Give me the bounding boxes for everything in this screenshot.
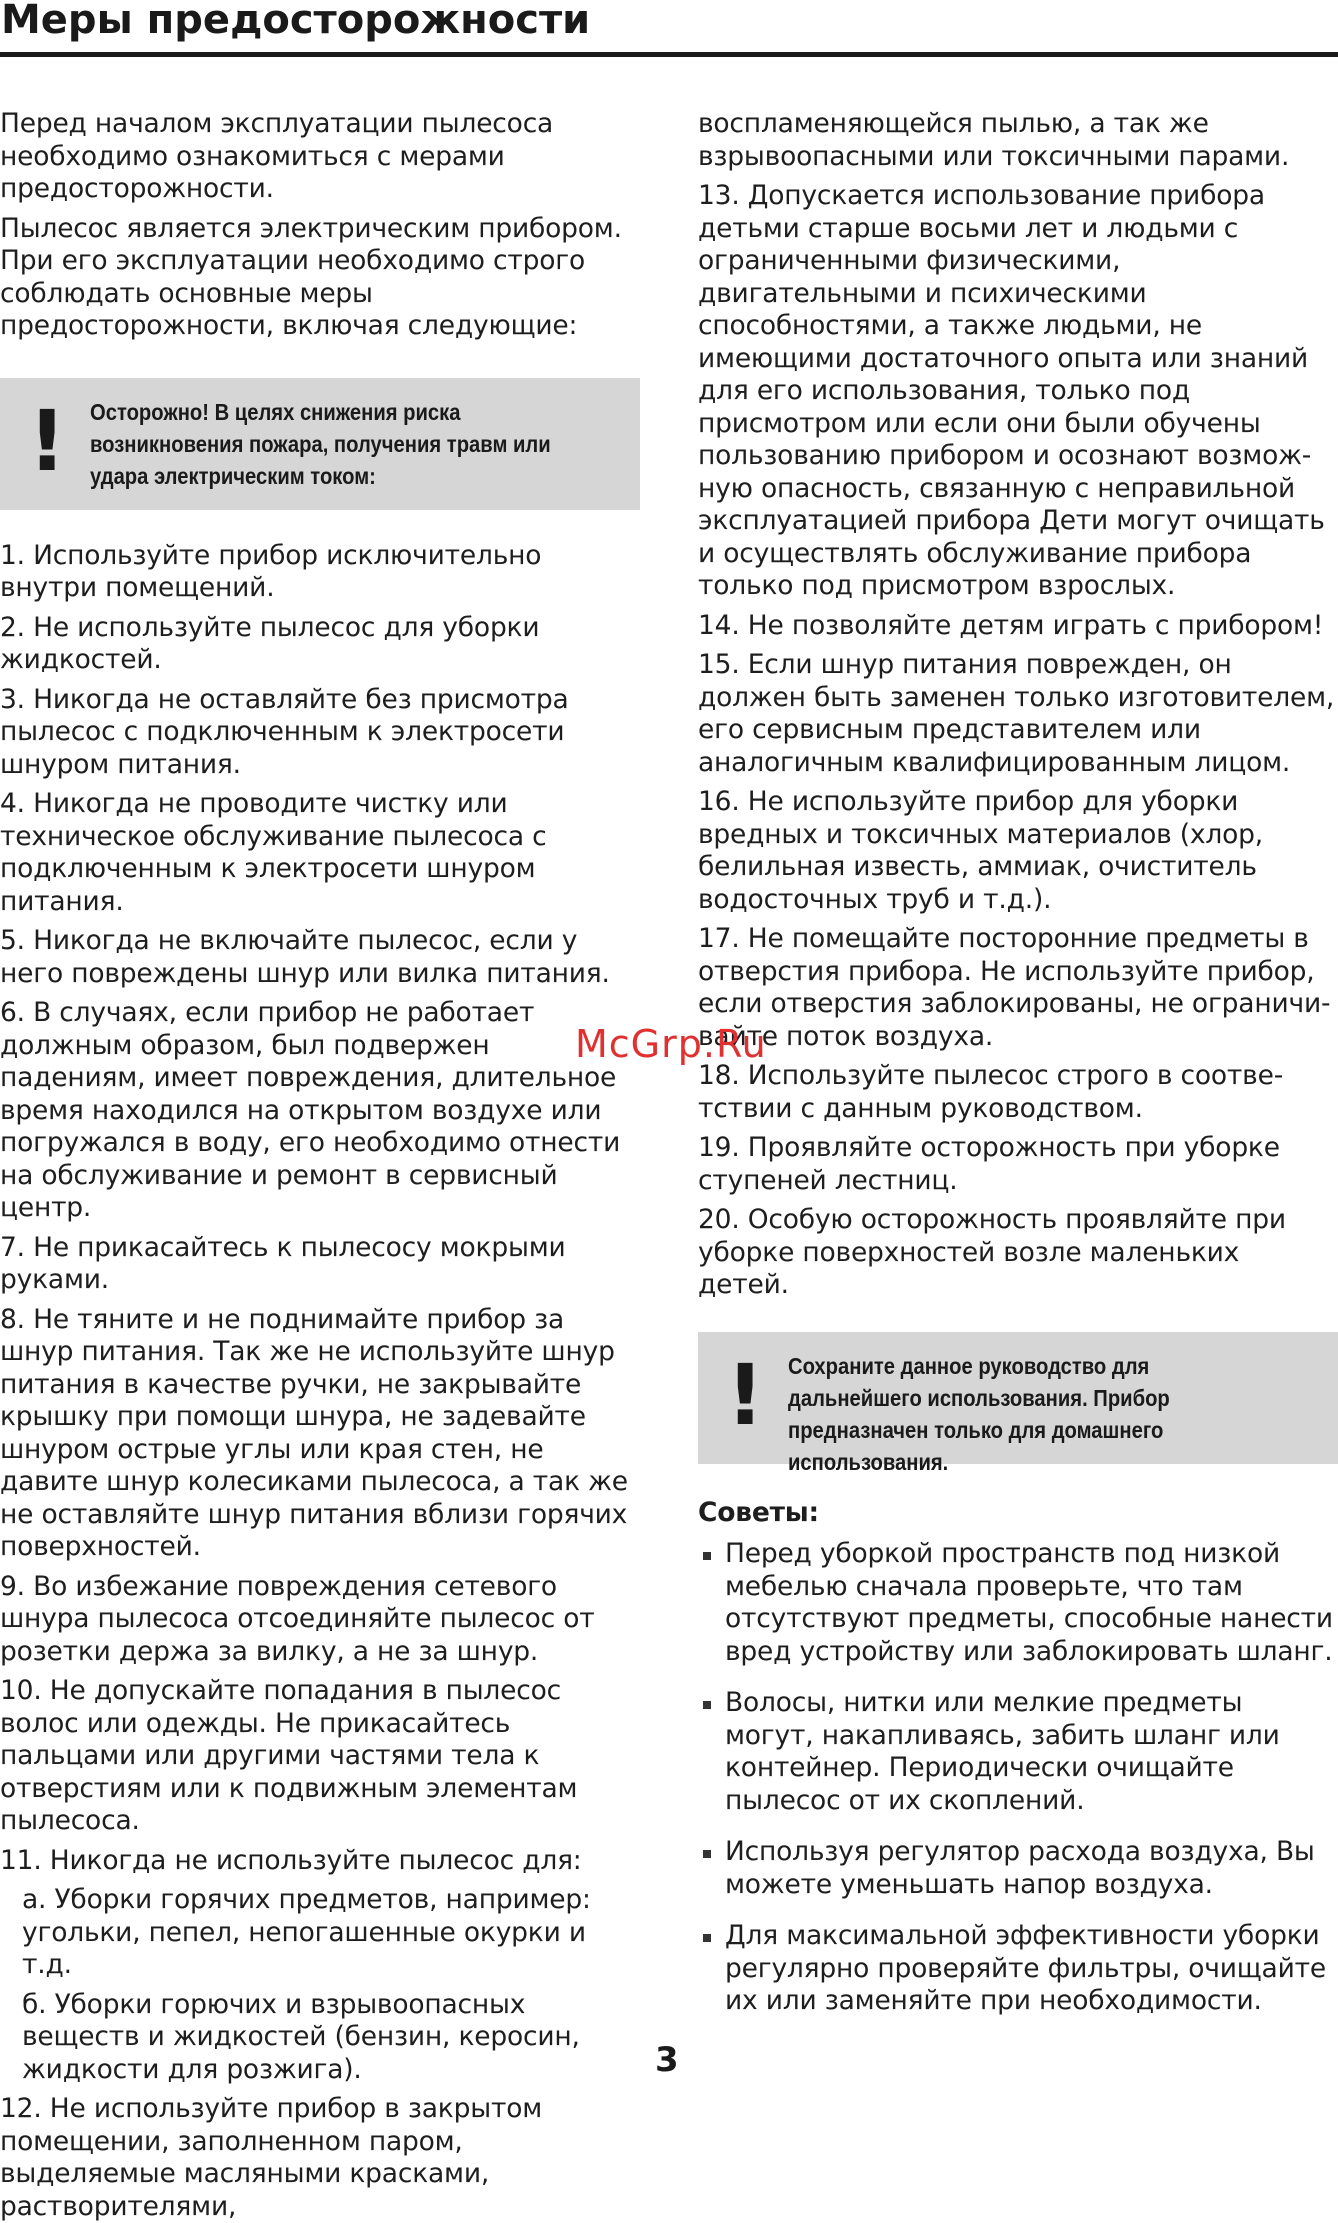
notice-box: [698, 1332, 1338, 1475]
precaution-item-13: 13. Допускается использование прибора детьми старше восьми лет и людьми с ограниченными физическими, двигательными и психическими способностями, а также людьми, не имеющими достаточного опыта или знаний для его использования, только под присмотром или если они были обучены пользованию прибором и осознают возможную опасность, связанную с неправильной эксплуатацией прибора Дети могут очищать и осуществлять обслуживание прибора только под присмотром взрослых.: [698, 180, 1325, 601]
precaution-item-5: 5. Никогда не включайте пылесос, если у него повреждены шнур или вилка питания.: [0, 925, 610, 989]
precaution-item-17: 17. Не помещайте посторонние предметы в отверстия прибора. Не используйте прибор, если отверстия заблокированы, не ограничивайте поток воздуха.: [698, 923, 1331, 1052]
precaution-item-18: 18. Используйте пылесос строго в соответствии с данным руководством.: [698, 1060, 1284, 1124]
caution-text: Осторожно! В целях снижения риска возникновения пожара, получения травм или удара электрическим током:: [90, 398, 551, 489]
precaution-item-16: 16. Не используйте прибор для уборки вредных и токсичных материалов (хлор, белильная известь, аммиак, очиститель водосточных труб и т.д.).: [698, 786, 1263, 915]
precaution-item-4: 4. Никогда не проводите чистку или техническое обслуживание пылесоса с подключенным к электросети шнуром питания.: [0, 788, 547, 917]
precaution-item-9: 9. Во избежание повреждения сетевого шнура пылесоса отсоединяйте пылесос от розетки держа за вилку, а не за шнур.: [0, 1570, 595, 1667]
bullet-icon: [703, 1552, 711, 1560]
precaution-item-8: 8. Не тяните и не поднимайте прибор за шнур питания. Так же не используйте шнур питания в качестве ручки, не закрывайте крышку при помощи шнура, не задевайте шнуром острые углы или края стен, не давите шнур колесиками пылесоса, а так же не оставляйте шнур питания вблизи горячих поверхностей.: [0, 1303, 628, 1562]
precaution-subitem-b: б. Уборки горючих и взрывоопасных веществ и жидкостей (бензин, керосин, жидкости для розжига).: [22, 1988, 580, 2085]
tip-item: Перед уборкой пространств под низкой мебелью сначала проверьте, что там отсутствуют предметы, способные нанести вред устройству или заблокировать шланг.: [698, 1538, 1338, 1668]
precaution-item-1: 1. Используйте прибор исключительно внутри помещений.: [0, 539, 542, 603]
precaution-item-20: 20. Особую осторожность проявляйте при уборке поверхностей возле маленьких детей.: [698, 1204, 1286, 1300]
header-rule: [0, 52, 1338, 57]
intro-paragraph-2: Пылесос является электрическим прибором. При его эксплуатации необходимо строго соблюдать основные меры предосторожности, включая следующие:: [0, 212, 622, 341]
precaution-item-2: 2. Не используйте пылесос для уборки жидкостей.: [0, 611, 540, 675]
precaution-item-12-continuation: воспламеняющейся пылью, а так же взрывоопасными или токсичными парами.: [698, 108, 1290, 172]
bullet-icon: [703, 1850, 711, 1858]
precaution-item-6: 6. В случаях, если прибор не работает должным образом, был подвержен падениям, имеет повреждения, длительное время находился на открытом воздухе или погружался в воду, его необходимо отнести на обслуживание и ремонт в сервисный центр.: [0, 997, 621, 1223]
precaution-item-19: 19. Проявляйте осторожность при уборке ступеней лестниц.: [698, 1132, 1280, 1196]
page-title: Меры предосторожности: [1, 0, 591, 43]
tip-item: Используя регулятор расхода воздуха, Вы можете уменьшать напор воздуха.: [698, 1836, 1338, 1901]
tip-item: Для максимальной эффективности уборки регулярно проверяйте фильтры, очищайте их или заменяйте при необходимости.: [698, 1920, 1338, 2018]
precaution-item-11: 11. Никогда не используйте пылесос для:: [0, 1844, 582, 1876]
precaution-item-12: 12. Не используйте прибор в закрытом помещении, заполненном паром, выделяемые масляными красками, растворителями,: [0, 2093, 543, 2222]
precaution-item-3: 3. Никогда не оставляйте без присмотра пылесос с подключенным к электросети шнуром питания.: [0, 683, 569, 780]
bullet-icon: [703, 1934, 711, 1942]
tips-list: [698, 1538, 1338, 2018]
precaution-item-14: 14. Не позволяйте детям играть с прибором!: [698, 609, 1324, 641]
tips-heading: Советы:: [698, 1496, 819, 1528]
exclamation-icon: !: [726, 1345, 765, 1444]
notice-text: Сохраните данное руководство для дальнейшего использования. Прибор предназначен только для домашнего использования.: [788, 1352, 1170, 1475]
page-number: 3: [655, 2040, 679, 2080]
left-column: [0, 108, 640, 2223]
precaution-item-10: 10. Не допускайте попадания в пылесос волос или одежды. Не прикасайтесь пальцами или другими частями тела к отверстиям или к подвижным элементам пылесоса.: [0, 1675, 578, 1836]
bullet-icon: [703, 1701, 711, 1709]
exclamation-icon: !: [28, 391, 67, 490]
precaution-subitem-a: а. Уборки горячих предметов, например: угольки, пепел, непогашенные окурки и т.д.: [22, 1884, 591, 1980]
intro-paragraph-1: Перед началом эксплуатации пылесоса необходимо ознакомиться с мерами предосторожности.: [0, 108, 554, 204]
right-column: [698, 108, 1338, 2037]
precaution-item-15: 15. Если шнур питания поврежден, он должен быть заменен только изготовителем, его сервисным представителем или аналогичным квалифицированным лицом.: [698, 649, 1335, 778]
caution-box: [0, 378, 640, 510]
tip-item: Волосы, нитки или мелкие предметы могут, накапливаясь, забить шланг или контейнер. Периодически очищайте пылесос от их скоплений.: [698, 1687, 1338, 1817]
watermark: McGrp.Ru: [575, 1022, 767, 1066]
precaution-item-7: 7. Не прикасайтесь к пылесосу мокрыми руками.: [0, 1231, 566, 1295]
